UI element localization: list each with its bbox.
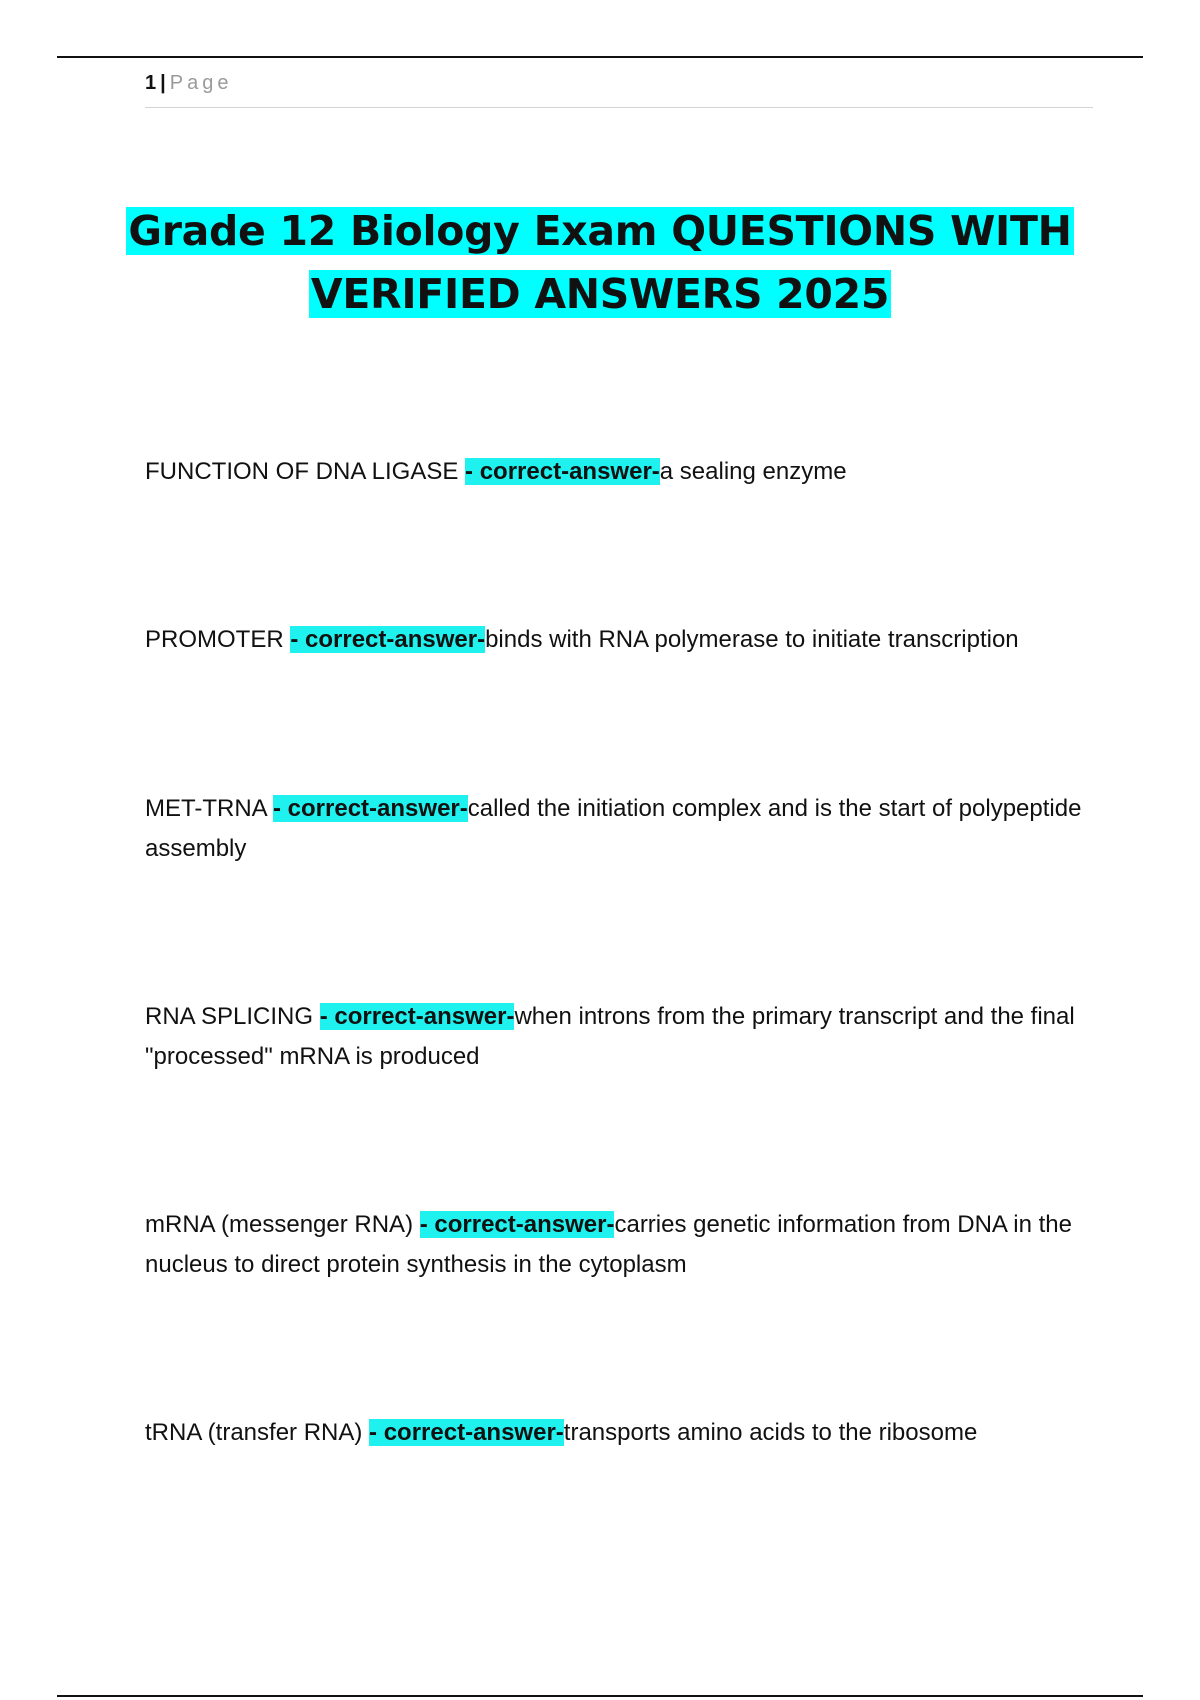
title-line-2: VERIFIED ANSWERS 2025 [310,270,890,318]
page-separator: | [160,72,166,94]
qa-term: MET-TRNA [145,795,267,822]
qa-item [145,452,1095,492]
title-line-1: Grade 12 Biology Exam QUESTIONS WITH [128,207,1072,255]
answer-marker: - correct-answer- [290,626,486,653]
answer-marker: - correct-answer- [419,1211,615,1238]
qa-item [145,789,1095,869]
qa-answer: binds with RNA polymerase to initiate transcription [485,626,1019,653]
answer-marker: - correct-answer- [369,1419,564,1446]
qa-answer: a sealing enzyme [659,458,847,485]
qa-answer: when introns from the primary transcript and the final "processed" mRNA is produced [145,1003,1075,1070]
qa-term: tRNA (transfer RNA) [145,1419,363,1446]
qa-term: PROMOTER [145,626,284,653]
qa-answer: transports amino acids to the ribosome [563,1419,978,1446]
page-word: Page [169,72,233,94]
qa-answer: carries genetic information from DNA in the nucleus to direct protein synthesis in the cytoplasm [145,1211,1072,1278]
page-number: 1 [145,72,157,94]
answer-marker: - correct-answer- [465,458,660,485]
top-rule [57,56,1143,58]
qa-item [145,997,1095,1077]
document-title [100,200,1100,326]
qa-item [145,1413,1095,1453]
qa-item [145,1205,1095,1285]
bottom-rule [57,1695,1143,1697]
qa-term: FUNCTION OF DNA LIGASE [145,458,459,485]
qa-term: mRNA (messenger RNA) [145,1211,414,1238]
answer-marker: - correct-answer- [273,795,468,822]
qa-item [145,620,1095,660]
answer-marker: - correct-answer- [319,1003,515,1030]
page-header [145,72,1093,108]
qa-answer: called the initiation complex and is the start of polypeptide assembly [145,795,1082,862]
qa-term: RNA SPLICING [145,1003,314,1030]
